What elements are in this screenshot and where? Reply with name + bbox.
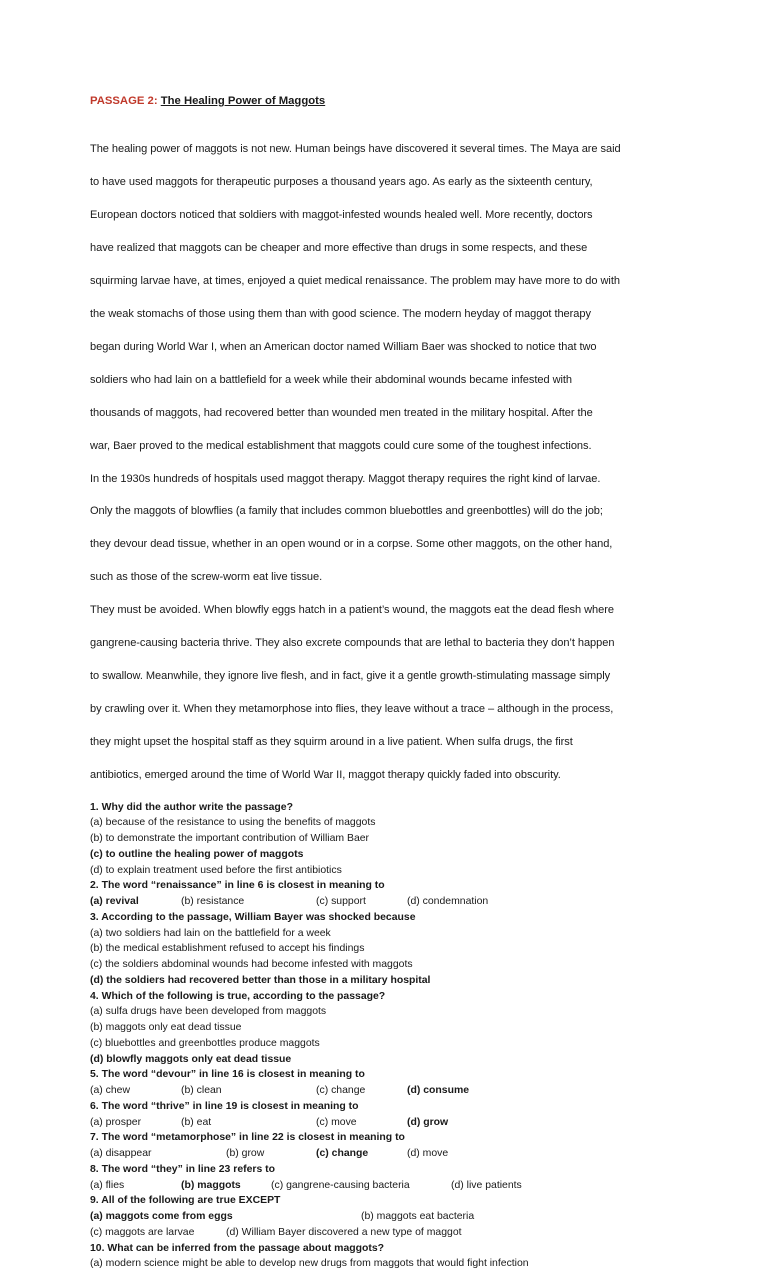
passage-title [90,94,720,108]
option-2a: (a) revival [90,896,139,908]
passage-line: They must be avoided. When blowfly eggs hatch in a patient’s wound, the maggots eat the dead flesh where [90,604,614,617]
option-1d: (d) to explain treatment used before the first antibiotics [90,864,342,876]
option-7d: (d) move [407,1148,449,1160]
question-1: 1. Why did the author write the passage? [90,801,293,813]
option-1a: (a) because of the resistance to using the benefits of maggots [90,817,376,829]
option-4d: (d) blowfly maggots only eat dead tissue [90,1053,292,1065]
passage-line: they devour dead tissue, whether in an open wound or in a corpse. Some other maggots, on the other hand, [90,538,613,551]
option-7a: (a) disappear [90,1148,152,1160]
passage-line: by crawling over it. When they metamorphose into flies, they leave without a trace – although in the process, [90,702,614,715]
options-row-5 [90,1083,720,1099]
option-6b: (b) eat [181,1116,212,1128]
passage-line: soldiers who had lain on a battlefield for a week while their abdominal wounds became infested with [90,373,573,386]
option-4a: (a) sulfa drugs have been developed from maggots [90,1006,327,1018]
option-6a: (a) prosper [90,1116,142,1128]
options-row-9a [90,1209,720,1225]
options-row-2 [90,894,720,910]
option-1b: (b) to demonstrate the important contribution of William Baer [90,833,370,845]
question-9: 9. All of the following are true EXCEPT [90,1195,281,1207]
options-row-7 [90,1146,720,1162]
option-6c: (c) move [316,1116,357,1128]
option-6d: (d) grow [407,1116,449,1128]
option-7b: (b) grow [226,1148,265,1160]
option-2c: (c) support [316,896,366,908]
passage-line: have realized that maggots can be cheaper and more effective than drugs in some respects, and these [90,242,588,255]
passage-line: antibiotics, emerged around the time of World War II, maggot therapy quickly faded into obscurity. [90,768,561,781]
question-5: 5. The word “devour” in line 16 is closest in meaning to [90,1069,365,1081]
passage-line: such as those of the screw-worm eat live tissue. [90,571,323,584]
options-row-6 [90,1115,720,1131]
option-9b: (b) maggots eat bacteria [361,1211,475,1223]
option-4b: (b) maggots only eat dead tissue [90,1022,242,1034]
passage-line: European doctors noticed that soldiers with maggot-infested wounds healed well. More recently, doctors [90,209,593,222]
passage-name: The Healing Power of Maggots [160,95,326,107]
option-5d: (d) consume [407,1085,470,1097]
passage-line: squirming larvae have, at times, enjoyed a quiet medical renaissance. The problem may have more to do with [90,275,620,288]
passage-line: to swallow. Meanwhile, they ignore live flesh, and in fact, give it a gentle growth-stimulating massage simply [90,669,611,682]
question-2: 2. The word “renaissance” in line 6 is closest in meaning to [90,880,385,892]
option-3b: (b) the medical establishment refused to accept his findings [90,943,365,955]
passage-line: The healing power of maggots is not new. Human beings have discovered it several times. The Maya are said [90,143,621,156]
option-8b: (b) maggots [181,1179,241,1191]
option-9d: (d) William Bayer discovered a new type of maggot [226,1226,462,1238]
option-3a: (a) two soldiers had lain on the battlefield for a week [90,927,331,939]
passage-line: war, Baer proved to the medical establishment that maggots could cure some of the toughest infections. [90,439,592,452]
question-3: 3. According to the passage, William Bayer was shocked because [90,911,416,923]
option-9a: (a) maggots come from eggs [90,1211,233,1223]
passage-line: Only the maggots of blowflies (a family that includes common bluebottles and greenbottles) will do the job; [90,505,603,518]
option-5c: (c) change [316,1085,366,1097]
question-10: 10. What can be inferred from the passage about maggots? [90,1242,385,1254]
passage-line: In the 1930s hundreds of hospitals used maggot therapy. Maggot therapy requires the right kind of larvae. [90,472,601,485]
question-6: 6. The word “thrive” in line 19 is closest in meaning to [90,1100,359,1112]
option-2d: (d) condemnation [407,896,489,908]
option-8d: (d) live patients [451,1179,522,1191]
passage-line: thousands of maggots, had recovered better than wounded men treated in the military hospital. After the [90,406,593,419]
passage-line: began during World War I, when an American doctor named William Baer was shocked to notice that two [90,340,597,353]
options-row-8 [90,1178,720,1194]
option-2b: (b) resistance [181,896,245,908]
options-row-9b [90,1225,720,1241]
option-3d: (d) the soldiers had recovered better than those in a military hospital [90,974,431,986]
option-8c: (c) gangrene-causing bacteria [271,1179,410,1191]
passage-label: PASSAGE 2: [90,95,158,107]
option-4c: (c) bluebottles and greenbottles produce maggots [90,1037,320,1049]
question-8: 8. The word “they” in line 23 refers to [90,1163,276,1175]
passage-line: the weak stomachs of those using them than with good science. The modern heyday of maggot therapy [90,307,591,320]
question-7: 7. The word “metamorphose” in line 22 is closest in meaning to [90,1132,405,1144]
question-4: 4. Which of the following is true, according to the passage? [90,990,386,1002]
passage-line: gangrene-causing bacteria thrive. They also excrete compounds that are lethal to bacteria they don’t happen [90,637,615,650]
option-1c: (c) to outline the healing power of maggots [90,848,304,860]
passage-line: to have used maggots for therapeutic purposes a thousand years ago. As early as the sixteenth century, [90,176,593,189]
option-7c: (c) change [316,1148,369,1160]
option-10a: (a) modern science might be able to develop new drugs from maggots that would fight infection [90,1258,529,1270]
option-8a: (a) flies [90,1179,125,1191]
option-9c: (c) maggots are larvae [90,1226,195,1238]
option-3c: (c) the soldiers abdominal wounds had become infested with maggots [90,959,413,971]
passage-body [90,125,720,800]
document-page [90,94,720,1272]
option-5a: (a) chew [90,1085,131,1097]
option-5b: (b) clean [181,1085,222,1097]
passage-line: they might upset the hospital staff as they squirm around in a live patient. When sulfa drugs, the first [90,735,573,748]
questions-section [90,800,720,1272]
